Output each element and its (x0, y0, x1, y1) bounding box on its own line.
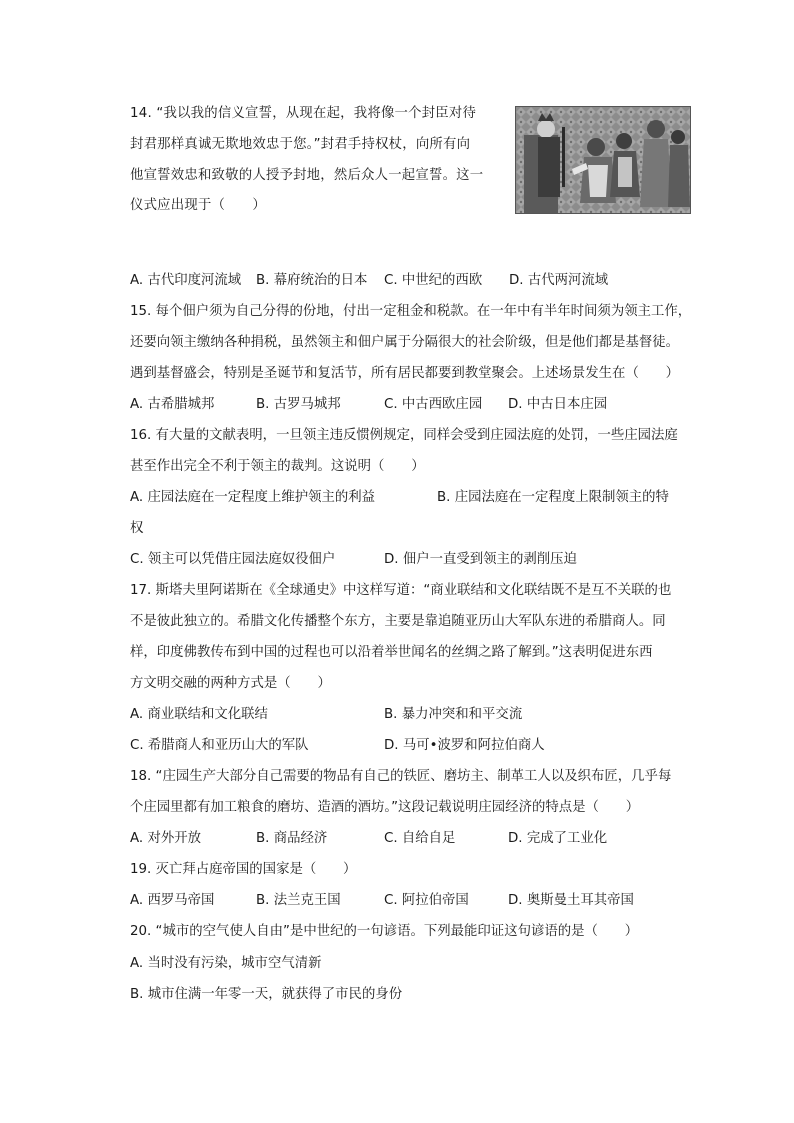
q16-option-c: C. 领主可以凭借庄园法庭奴役佃户 (130, 552, 336, 567)
q17-line-4: 方文明交融的两种方式是（ ） (130, 676, 331, 691)
q16-option-a: A. 庄园法庭在一定程度上维护领主的利益 (130, 490, 376, 505)
medieval-homage-illustration (515, 106, 691, 214)
q15-option-c: C. 中古西欧庄园 (384, 397, 483, 412)
q18-line-1: 18. “庄园生产大部分自己需要的物品有自己的铁匠、磨坊主、制革工人以及织布匠，几乎每 (130, 769, 672, 784)
q17-option-b: B. 暴力冲突和和平交流 (384, 707, 523, 722)
q17-option-d: D. 马可•波罗和阿拉伯商人 (384, 738, 545, 753)
q14-option-d: D. 古代两河流域 (509, 273, 609, 288)
q14-line-2: 封君那样真诚无欺地效忠于您。”封君手持权杖，向所有向 (130, 137, 471, 152)
q15-option-d: D. 中古日本庄园 (508, 397, 608, 412)
homage-scene-image (516, 107, 690, 213)
q18-option-c: C. 自给自足 (384, 831, 456, 846)
q20-line-1: 20. “城市的空气使人自由”是中世纪的一句谚语。下列最能印证这句谚语的是（ ） (130, 924, 639, 939)
q14-option-a: A. 古代印度河流域 (130, 273, 242, 288)
q18-option-d: D. 完成了工业化 (508, 831, 608, 846)
q14-line-3: 他宣誓效忠和致敬的人授予封地，然后众人一起宣誓。这一 (130, 168, 484, 183)
q16-option-b-wrap: 权 (130, 521, 144, 536)
q19-line-1: 19. 灭亡拜占庭帝国的国家是（ ） (130, 862, 357, 877)
q16-option-b: B. 庄园法庭在一定程度上限制领主的特 (437, 490, 669, 505)
q18-option-b: B. 商品经济 (256, 831, 328, 846)
q14-line-1: 14. “我以我的信义宣誓，从现在起，我将像一个封臣对待 (130, 106, 477, 121)
q20-option-b: B. 城市住满一年零一天，就获得了市民的身份 (130, 987, 403, 1002)
q16-line-1: 16. 有大量的文献表明，一旦领主违反惯例规定，同样会受到庄园法庭的处罚，一些庄园法庭 (130, 428, 678, 443)
q18-line-2: 个庄园里都有加工粮食的磨坊、造酒的酒坊。”这段记载说明庄园经济的特点是（ ） (130, 800, 640, 815)
q14-line-4: 仪式应出现于（ ） (130, 198, 266, 213)
q16-option-d: D. 佃户一直受到领主的剥削压迫 (384, 552, 577, 567)
q19-option-c: C. 阿拉伯帝国 (384, 893, 469, 908)
q17-line-1: 17. 斯塔夫里阿诺斯在《全球通史》中这样写道：“商业联结和文化联结既不是互不关联的也 (130, 583, 672, 598)
q15-option-a: A. 古希腊城邦 (130, 397, 215, 412)
q14-option-c: C. 中世纪的西欧 (384, 273, 483, 288)
q17-option-c: C. 希腊商人和亚历山大的军队 (130, 738, 309, 753)
q20-option-a: A. 当时没有污染，城市空气清新 (130, 956, 322, 971)
q15-line-1: 15. 每个佃户须为自己分得的份地，付出一定租金和税款。在一年中有半年时间须为领主工作， (130, 304, 692, 319)
q17-line-3: 样，印度佛教传布到中国的过程也可以沿着举世闻名的丝绸之路了解到。”这表明促进东西 (130, 645, 653, 660)
q19-option-a: A. 西罗马帝国 (130, 893, 215, 908)
q14-option-b: B. 幕府统治的日本 (256, 273, 368, 288)
q15-line-3: 遇到基督盛会，特别是圣诞节和复活节，所有居民都要到教堂聚会。上述场景发生在（ ） (130, 366, 680, 381)
q17-line-2: 不是彼此独立的。希腊文化传播整个东方，主要是靠追随亚历山大军队东进的希腊商人。同 (130, 614, 666, 629)
q18-option-a: A. 对外开放 (130, 831, 201, 846)
q19-option-b: B. 法兰克王国 (256, 893, 341, 908)
q15-line-2: 还要向领主缴纳各种捐税，虽然领主和佃户属于分隔很大的社会阶级，但是他们都是基督徒。 (130, 335, 680, 350)
q19-option-d: D. 奥斯曼土耳其帝国 (508, 893, 634, 908)
q15-option-b: B. 古罗马城邦 (256, 397, 341, 412)
q17-option-a: A. 商业联结和文化联结 (130, 707, 268, 722)
q16-line-2: 甚至作出完全不利于领主的裁判。这说明（ ） (130, 459, 425, 474)
